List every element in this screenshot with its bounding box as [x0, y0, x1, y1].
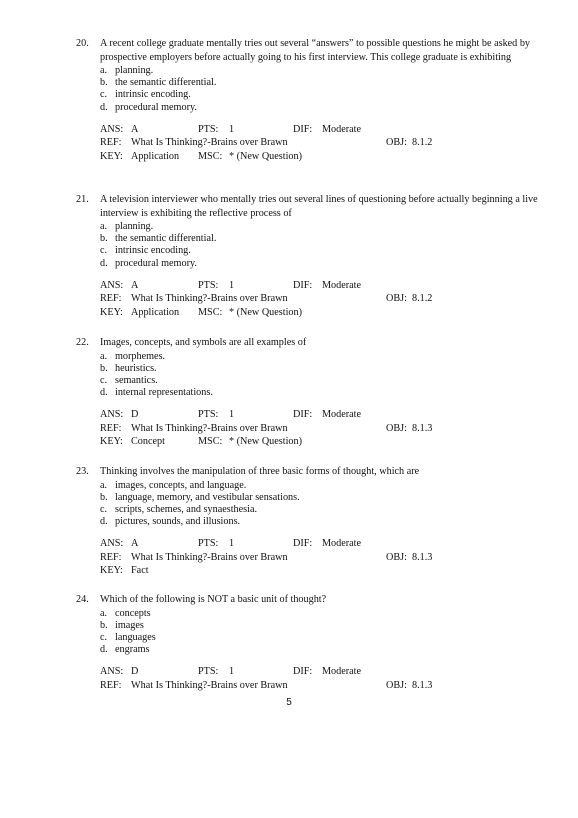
- key-label: KEY:: [100, 150, 123, 162]
- answer-metadata: [76, 123, 546, 163]
- pts-label: PTS:: [198, 538, 219, 550]
- obj-label: OBJ:: [386, 293, 407, 305]
- ref-value: What Is Thinking?-Brains over Brawn: [131, 293, 288, 305]
- ref-value: What Is Thinking?-Brains over Brawn: [131, 679, 288, 691]
- ref-row: [100, 679, 546, 692]
- option-b: [100, 620, 546, 632]
- option-text: images: [115, 619, 144, 631]
- options-list: [76, 221, 546, 270]
- msc-value: * (New Question): [229, 436, 302, 448]
- option-letter: a.: [100, 65, 108, 76]
- option-d: [100, 102, 546, 114]
- question-21: [76, 193, 546, 319]
- question-stem-row: [76, 593, 546, 607]
- answer-row: [100, 408, 546, 421]
- question-stem-row: [76, 336, 546, 350]
- option-c: [100, 245, 546, 257]
- ref-label: REF:: [100, 137, 122, 149]
- pts-value: 1: [229, 538, 235, 550]
- option-text: morphemes.: [115, 350, 166, 362]
- option-b: [100, 233, 546, 245]
- key-value: Application: [131, 150, 180, 162]
- ref-row: [100, 292, 546, 305]
- question-20: [76, 37, 546, 163]
- option-letter: a.: [100, 607, 108, 619]
- pts-value: 1: [229, 409, 235, 421]
- answer-metadata: [76, 537, 546, 577]
- option-letter: c.: [100, 631, 108, 643]
- key-value: Concept: [131, 436, 165, 448]
- option-letter: d.: [100, 101, 108, 113]
- question-stem-row: [76, 193, 546, 220]
- option-text: images, concepts, and language.: [115, 479, 247, 491]
- key-label: KEY:: [100, 565, 123, 577]
- question-number: 23.: [76, 466, 89, 477]
- option-text: procedural memory.: [115, 101, 197, 113]
- option-c: [100, 504, 546, 516]
- key-value: Fact: [131, 565, 149, 577]
- option-text: the semantic differential.: [115, 77, 217, 89]
- option-c: [100, 375, 546, 387]
- key-row: [100, 435, 546, 448]
- question-24: [76, 593, 546, 692]
- obj-value: 8.1.3: [412, 551, 433, 563]
- dif-label: DIF:: [293, 409, 313, 421]
- answer-row: [100, 537, 546, 550]
- ref-label: REF:: [100, 551, 122, 563]
- ref-label: REF:: [100, 679, 122, 691]
- ref-value: What Is Thinking?-Brains over Brawn: [131, 422, 288, 434]
- ref-label: REF:: [100, 293, 122, 305]
- option-d: [100, 258, 546, 270]
- ans-value: D: [131, 409, 139, 421]
- option-text: procedural memory.: [115, 257, 197, 269]
- dif-label: DIF:: [293, 279, 313, 291]
- option-text: planning.: [115, 221, 154, 232]
- ref-row: [100, 422, 546, 435]
- option-b: [100, 77, 546, 89]
- option-d: [100, 516, 546, 528]
- option-letter: b.: [100, 77, 108, 89]
- option-letter: c.: [100, 89, 108, 101]
- dif-value: Moderate: [322, 123, 362, 135]
- option-text: semantics.: [115, 374, 158, 386]
- options-list: [76, 65, 546, 114]
- key-value: Application: [131, 306, 180, 318]
- ref-value: What Is Thinking?-Brains over Brawn: [131, 551, 288, 563]
- option-b: [100, 363, 546, 375]
- option-letter: a.: [100, 221, 108, 232]
- option-b: [100, 492, 546, 504]
- msc-value: * (New Question): [229, 150, 302, 162]
- option-letter: b.: [100, 491, 108, 503]
- option-text: intrinsic encoding.: [115, 245, 191, 257]
- option-text: engrams: [115, 644, 150, 656]
- dif-label: DIF:: [293, 123, 313, 135]
- option-letter: c.: [100, 374, 108, 386]
- ans-label: ANS:: [100, 538, 124, 550]
- ans-value: A: [131, 279, 139, 291]
- msc-value: * (New Question): [229, 306, 302, 318]
- obj-label: OBJ:: [386, 422, 407, 434]
- option-text: concepts: [115, 607, 151, 619]
- pts-label: PTS:: [198, 666, 219, 678]
- pts-label: PTS:: [198, 409, 219, 421]
- msc-label: MSC:: [198, 150, 223, 162]
- question-number: 21.: [76, 194, 89, 205]
- option-letter: d.: [100, 257, 108, 269]
- pts-value: 1: [229, 279, 235, 291]
- dif-label: DIF:: [293, 538, 313, 550]
- option-a: [100, 221, 546, 233]
- answer-metadata: [76, 408, 546, 448]
- ans-label: ANS:: [100, 279, 124, 291]
- option-text: languages: [115, 631, 156, 643]
- option-letter: c.: [100, 245, 108, 257]
- dif-label: DIF:: [293, 666, 313, 678]
- obj-label: OBJ:: [386, 137, 407, 149]
- obj-label: OBJ:: [386, 679, 407, 691]
- dif-value: Moderate: [322, 409, 362, 421]
- ref-row: [100, 551, 546, 564]
- option-letter: b.: [100, 619, 108, 631]
- ref-value: What Is Thinking?-Brains over Brawn: [131, 137, 288, 149]
- option-letter: a.: [100, 479, 108, 491]
- msc-label: MSC:: [198, 306, 223, 318]
- question-stem: A recent college graduate mentally tries out several “answers” to possible questions he might be asked by prospective employers before actually going to his first interview. This college graduate is exhibiting: [100, 38, 531, 63]
- option-c: [100, 89, 546, 101]
- option-text: heuristics.: [115, 362, 157, 374]
- option-d: [100, 387, 546, 399]
- dif-value: Moderate: [322, 666, 362, 678]
- option-a: [100, 608, 546, 620]
- option-a: [100, 351, 546, 363]
- obj-value: 8.1.3: [412, 679, 433, 691]
- options-list: [76, 608, 546, 657]
- dif-value: Moderate: [322, 538, 362, 550]
- dif-value: Moderate: [322, 279, 362, 291]
- options-list: [76, 480, 546, 529]
- option-d: [100, 644, 546, 656]
- option-letter: b.: [100, 233, 108, 245]
- key-label: KEY:: [100, 436, 123, 448]
- answer-row: [100, 665, 546, 678]
- option-letter: d.: [100, 644, 108, 656]
- question-number: 20.: [76, 38, 89, 49]
- answer-row: [100, 123, 546, 136]
- option-letter: b.: [100, 362, 108, 374]
- answer-metadata: [76, 279, 546, 319]
- obj-value: 8.1.2: [412, 293, 433, 305]
- option-text: internal representations.: [115, 387, 213, 399]
- key-row: [100, 306, 546, 319]
- option-text: intrinsic encoding.: [115, 89, 191, 101]
- ans-label: ANS:: [100, 123, 124, 135]
- option-letter: d.: [100, 516, 108, 528]
- question-23: [76, 465, 546, 577]
- option-text: planning.: [115, 65, 154, 76]
- ans-value: D: [131, 666, 139, 678]
- option-letter: a.: [100, 350, 108, 362]
- question-number: 22.: [76, 337, 89, 348]
- option-text: pictures, sounds, and illusions.: [115, 516, 241, 528]
- question-stem-row: [76, 37, 546, 64]
- ans-label: ANS:: [100, 666, 124, 678]
- ref-label: REF:: [100, 422, 122, 434]
- option-c: [100, 632, 546, 644]
- key-row: [100, 564, 546, 577]
- question-stem-row: [76, 465, 546, 479]
- msc-label: MSC:: [198, 436, 223, 448]
- ans-value: A: [131, 123, 139, 135]
- option-text: the semantic differential.: [115, 233, 217, 245]
- pts-label: PTS:: [198, 123, 219, 135]
- pts-label: PTS:: [198, 279, 219, 291]
- answer-row: [100, 279, 546, 292]
- page-number: 5: [286, 697, 292, 708]
- option-a: [100, 480, 546, 492]
- obj-label: OBJ:: [386, 551, 407, 563]
- ans-label: ANS:: [100, 409, 124, 421]
- pts-value: 1: [229, 666, 235, 678]
- option-text: language, memory, and vestibular sensations.: [115, 491, 300, 503]
- key-row: [100, 150, 546, 163]
- pts-value: 1: [229, 123, 235, 135]
- obj-value: 8.1.2: [412, 137, 433, 149]
- question-stem: Thinking involves the manipulation of three basic forms of thought, which are: [100, 466, 420, 477]
- option-letter: d.: [100, 387, 108, 399]
- option-a: [100, 65, 546, 77]
- option-text: scripts, schemes, and synaesthesia.: [115, 503, 258, 515]
- options-list: [76, 351, 546, 400]
- question-number: 24.: [76, 594, 89, 605]
- option-letter: c.: [100, 503, 108, 515]
- question-stem: A television interviewer who mentally tries out several lines of questioning before actually beginning a live interview is exhibiting the reflective process of: [100, 194, 538, 219]
- ans-value: A: [131, 538, 139, 550]
- question-22: [76, 336, 546, 448]
- key-label: KEY:: [100, 306, 123, 318]
- answer-metadata: [76, 665, 546, 692]
- ref-row: [100, 136, 546, 149]
- obj-value: 8.1.3: [412, 422, 433, 434]
- question-stem: Which of the following is NOT a basic unit of thought?: [100, 594, 327, 605]
- question-stem: Images, concepts, and symbols are all examples of: [100, 337, 307, 348]
